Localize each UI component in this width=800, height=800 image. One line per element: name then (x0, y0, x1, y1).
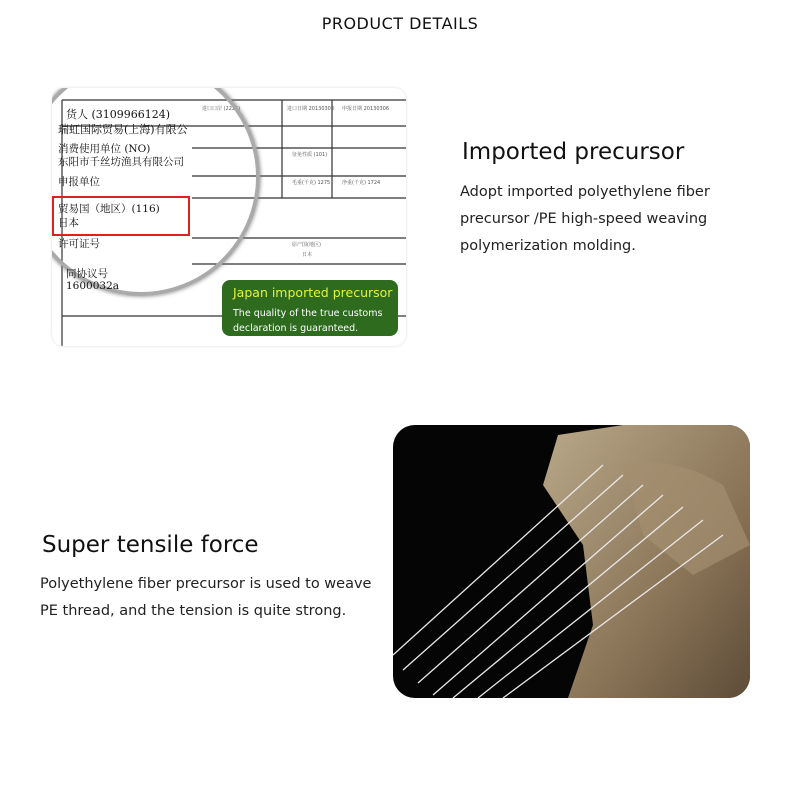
svg-text:毛重(千克) 1275: 毛重(千克) 1275 (292, 180, 331, 186)
svg-text:进口口岸 (2225): 进口口岸 (2225) (202, 106, 241, 112)
badge-text (233, 306, 393, 336)
doc-line: 许可证号 (58, 238, 100, 250)
badge-line: The quality of the true customs (233, 308, 383, 319)
body-line: Adopt imported polyethylene fiber (460, 184, 710, 200)
svg-text:进口日期 20130303: 进口日期 20130303 (287, 106, 335, 112)
svg-text:原产国(地区): 原产国(地区) (292, 242, 321, 248)
doc-line: 东阳市千丝坊渔具有限公司 (58, 156, 184, 168)
body-line: Polyethylene fiber precursor is used to weave (40, 576, 372, 592)
body-line: PE thread, and the tension is quite strong. (40, 603, 347, 619)
doc-line: 申报单位 (58, 176, 100, 188)
body-line: polymerization molding. (460, 238, 636, 254)
body-line: precursor /PE high-speed weaving (460, 211, 708, 227)
japan-import-badge (222, 280, 398, 336)
section-body-tensile (40, 571, 371, 625)
svg-text:净重(千克) 1724: 净重(千克) 1724 (342, 180, 381, 186)
doc-line: 消费使用单位 (NO) (58, 143, 151, 155)
doc-line: 同协议号 (66, 268, 108, 280)
doc-line: 1600032a (66, 280, 120, 292)
svg-text:申报日期 20130306: 申报日期 20130306 (342, 106, 390, 112)
rock-and-lines-illustration (393, 425, 750, 698)
section-heading-tensile: Super tensile force (42, 532, 259, 558)
customs-declaration-image (52, 88, 406, 346)
svg-text:征免性质 (101): 征免性质 (101) (292, 152, 328, 158)
doc-line: 日本 (58, 217, 79, 229)
doc-line: 贸易国（地区）(116) (58, 203, 160, 215)
badge-line: declaration is guaranteed. (233, 323, 359, 334)
badge-title: Japan imported precursor (233, 285, 393, 300)
svg-text:日本: 日本 (302, 252, 313, 258)
page-title: PRODUCT DETAILS (321, 14, 479, 33)
section-body-imported (460, 179, 710, 260)
doc-line: 货人 (3109966124) (66, 108, 171, 121)
doc-line: 瑞虹国际贸易(上海)有限公 (58, 123, 188, 136)
highlight-box (52, 196, 190, 236)
rock-tension-photo (393, 425, 750, 698)
section-heading-imported: Imported precursor (462, 139, 685, 165)
